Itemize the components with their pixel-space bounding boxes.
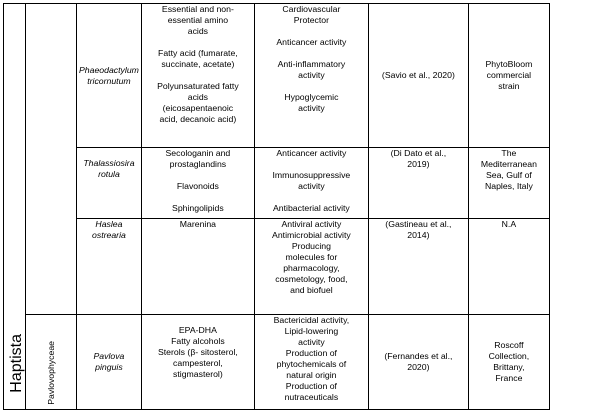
text-line: EPA-DHA <box>178 325 217 335</box>
text-line <box>144 170 252 181</box>
text-line: Production of <box>285 348 337 358</box>
text-line: natural origin <box>286 370 337 380</box>
text-line: activity <box>298 181 325 191</box>
text-line: acids <box>187 26 209 36</box>
text-line: Sea, Gulf of <box>485 170 532 180</box>
text-line: activity <box>298 337 325 347</box>
table-row <box>4 219 550 315</box>
text-line <box>144 70 252 81</box>
text-line: Antiviral activity <box>281 219 342 229</box>
text-line: Lipid-lowering <box>284 326 339 336</box>
text-line: Production of <box>285 381 337 391</box>
text-line: Sphingolipids <box>172 203 224 213</box>
class-cell <box>26 4 77 315</box>
table-row <box>4 315 550 410</box>
source-text <box>471 219 547 230</box>
text-line: Brittany, <box>493 362 525 372</box>
text-line: Secologanin and <box>165 148 231 158</box>
compounds-cell <box>141 219 254 315</box>
text-line: Anti-inflammatory <box>277 59 346 69</box>
compounds-list <box>144 325 252 380</box>
text-line <box>144 192 252 203</box>
species-cell <box>77 219 142 315</box>
text-line: Antimicrobial activity <box>272 230 351 240</box>
compounds-cell <box>141 4 254 148</box>
text-line: Marenina <box>179 219 216 229</box>
text-line <box>257 26 366 37</box>
text-line: and biofuel <box>290 285 333 295</box>
text-line <box>257 192 366 203</box>
activities-list <box>257 148 366 214</box>
reference-text <box>371 148 466 170</box>
table-row <box>4 4 550 148</box>
text-line: Bactericidal activity, <box>273 315 350 325</box>
activities-cell <box>254 4 368 148</box>
text-line: campesterol, <box>173 358 223 368</box>
text-line: N.A <box>501 219 517 229</box>
class-cell <box>26 315 77 410</box>
text-line: (Fernandes et al., <box>384 351 453 361</box>
text-line: Polyunsaturated fatty <box>157 81 239 91</box>
text-line <box>257 81 366 92</box>
class-label: Pavlovophyceae <box>45 341 56 405</box>
text-line: Collection, <box>488 351 530 361</box>
text-line: Roscoff <box>494 340 524 350</box>
text-line: succinate, acetate) <box>161 59 235 69</box>
text-line: (Savio et al., 2020) <box>381 70 455 80</box>
text-line: Anticancer activity <box>276 37 347 47</box>
text-line: 2020) <box>407 362 430 372</box>
activities-cell <box>254 219 368 315</box>
activities-list <box>257 219 366 296</box>
text-line: Flavonoids <box>176 181 219 191</box>
text-line <box>257 48 366 59</box>
text-line: acids <box>187 92 209 102</box>
text-line: 2019) <box>407 159 430 169</box>
compounds-cell <box>141 148 254 219</box>
text-line: Naples, Italy <box>484 181 533 191</box>
source-cell <box>468 148 549 219</box>
activities-list <box>257 315 366 403</box>
text-line: stigmasterol) <box>173 369 223 379</box>
reference-text <box>371 351 466 373</box>
text-line: Essential and non- <box>161 4 234 14</box>
compounds-list <box>144 4 252 125</box>
species-name: Pavlova pinguis <box>93 351 125 372</box>
source-text <box>471 59 547 92</box>
text-line: pharmacology, <box>283 263 340 273</box>
text-line: France <box>495 373 523 383</box>
text-line: essential amino <box>167 15 229 25</box>
text-line <box>144 37 252 48</box>
reference-cell <box>368 148 468 219</box>
source-text <box>471 340 547 384</box>
text-line: Fatty alcohols <box>171 336 225 346</box>
text-line: Immunosuppressive <box>272 170 351 180</box>
text-line: (Gastineau et al., <box>385 219 452 229</box>
text-line: Mediterranean <box>480 159 537 169</box>
text-line: strain <box>498 81 520 91</box>
text-line: commercial <box>486 70 532 80</box>
text-line: nutraceuticals <box>284 392 339 402</box>
compounds-list <box>144 219 252 230</box>
text-line: Antibacterial activity <box>273 203 350 213</box>
table-row <box>4 148 550 219</box>
activities-cell <box>254 148 368 219</box>
text-line: Protector <box>293 15 330 25</box>
activities-cell <box>254 315 368 410</box>
text-line: Sterols (β- sitosterol, <box>157 347 238 357</box>
compounds-list <box>144 148 252 214</box>
microalgae-bioactivity-table <box>3 3 550 410</box>
compounds-cell <box>141 315 254 410</box>
text-line: acid, decanoic acid) <box>159 114 237 124</box>
text-line: (Di Dato et al., <box>390 148 447 158</box>
species-name: Thalassiosira rotula <box>83 158 135 179</box>
reference-text <box>371 219 466 241</box>
source-text <box>471 148 547 192</box>
species-name: Haslea ostrearia <box>92 219 126 240</box>
text-line: prostaglandins <box>169 159 227 169</box>
source-cell <box>468 4 549 148</box>
reference-text <box>371 70 466 81</box>
activities-list <box>257 4 366 114</box>
text-line: Cardiovascular <box>282 4 341 14</box>
text-line: Fatty acid (fumarate, <box>158 48 238 58</box>
text-line <box>257 159 366 170</box>
text-line: (eicosapentaenoic <box>162 103 234 113</box>
text-line: Hypoglycemic <box>284 92 339 102</box>
species-cell <box>77 4 142 148</box>
text-line: PhytoBloom <box>485 59 533 69</box>
text-line: molecules for <box>285 252 338 262</box>
source-cell <box>468 219 549 315</box>
reference-cell <box>368 219 468 315</box>
text-line: Anticancer activity <box>276 148 347 158</box>
species-cell <box>77 315 142 410</box>
text-line: activity <box>298 103 325 113</box>
species-cell <box>77 148 142 219</box>
reference-cell <box>368 4 468 148</box>
phylum-label: Haptista <box>8 334 25 393</box>
text-line: Producing <box>291 241 331 251</box>
source-cell <box>468 315 549 410</box>
text-line: phytochemicals of <box>276 359 347 369</box>
text-line: cosmetology, food, <box>275 274 348 284</box>
species-name: Phaeodactylum tricornutum <box>79 64 139 86</box>
text-line: 2014) <box>407 230 430 240</box>
text-line: activity <box>298 70 325 80</box>
reference-cell <box>368 315 468 410</box>
text-line: The <box>501 148 517 158</box>
